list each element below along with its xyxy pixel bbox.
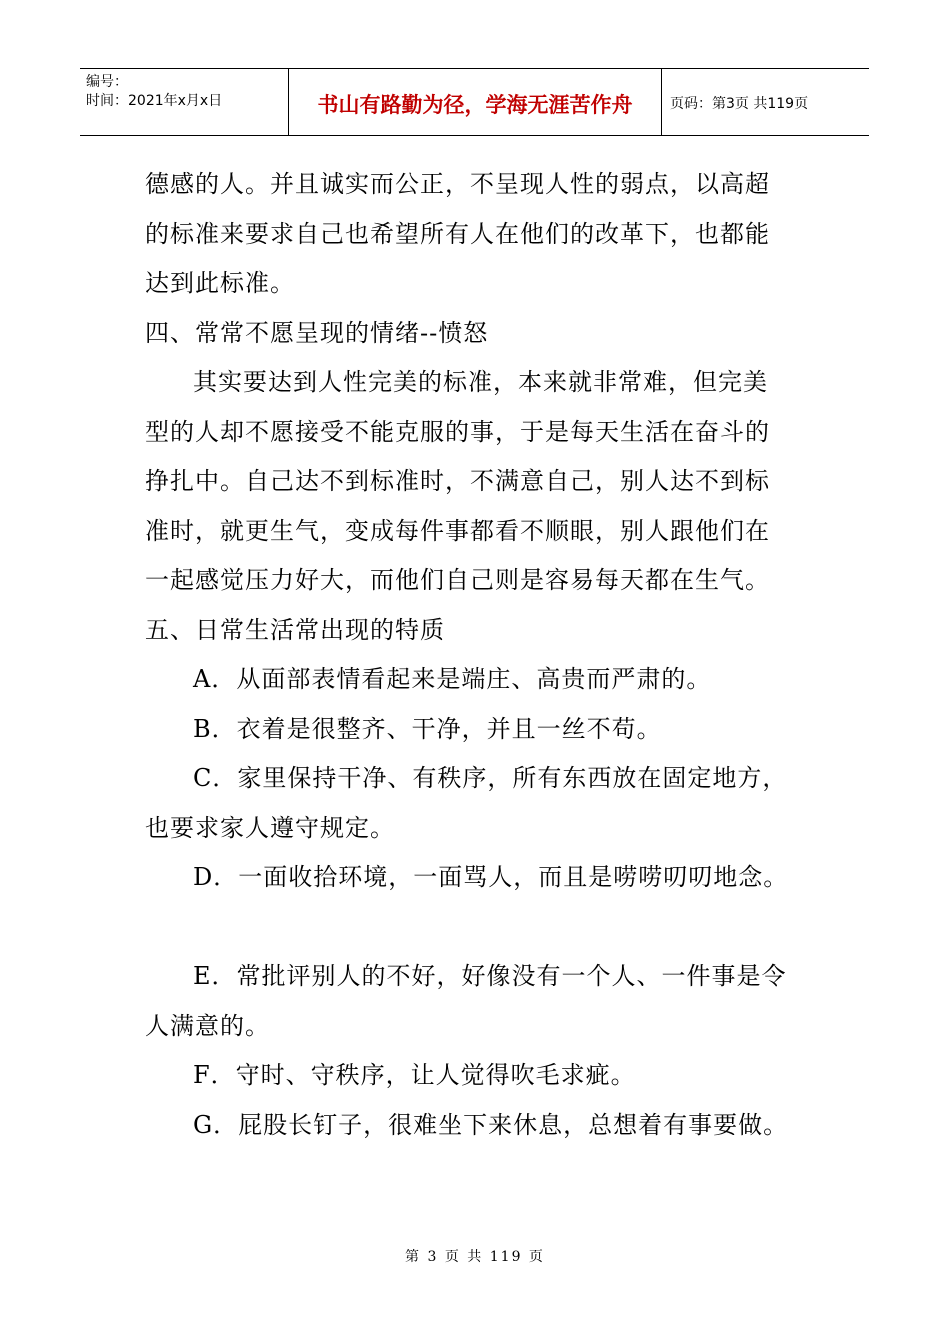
paragraph-line: 德感的人。并且诚实而公正，不呈现人性的弱点，以高超 bbox=[145, 170, 770, 198]
list-item: F．守时、守秩序，让人觉得吹毛求疵。 bbox=[193, 1061, 636, 1089]
paragraph-line: 型的人却不愿接受不能克服的事，于是每天生活在奋斗的 bbox=[145, 417, 770, 446]
paragraph-line: 其实要达到人性完美的标准，本来就非常难，但完美 bbox=[193, 368, 768, 396]
blank-line bbox=[145, 903, 815, 953]
page-header bbox=[80, 68, 869, 136]
paragraph-line: 达到此标准。 bbox=[145, 269, 295, 297]
list-item: D．一面收拾环境，一面骂人，而且是唠唠叨叨地念。 bbox=[193, 863, 789, 891]
list-item: C．家里保持干净、有秩序，所有东西放在固定地方， bbox=[193, 764, 788, 792]
paragraph-line: 的标准来要求自己也希望所有人在他们的改革下，也都能 bbox=[145, 219, 770, 248]
paragraph-line: 一起感觉压力好大，而他们自己则是容易每天都在生气。 bbox=[145, 566, 770, 594]
paragraph-line: 挣扎中。自己达不到标准时，不满意自己，别人达不到标 bbox=[145, 467, 770, 495]
header-page-info: 页码：第3页 共119页 bbox=[670, 96, 809, 112]
header-meta bbox=[80, 69, 289, 135]
page-footer: 第 3 页 共 119 页 bbox=[405, 1249, 545, 1265]
paragraph-line: 准时，就更生气，变成每件事都看不顺眼，别人跟他们在 bbox=[145, 516, 770, 545]
list-item: E．常批评别人的不好，好像没有一个人、一件事是令 bbox=[193, 962, 787, 990]
list-item: A．从面部表情看起来是端庄、高贵而严肃的。 bbox=[193, 665, 712, 693]
list-item-continuation: 也要求家人遵守规定。 bbox=[145, 813, 395, 842]
list-item-continuation: 人满意的。 bbox=[145, 1011, 270, 1040]
list-item: G．屁股长钉子，很难坐下来休息，总想着有事要做。 bbox=[193, 1110, 789, 1139]
document-number-label: 编号： bbox=[86, 74, 128, 90]
section-heading: 五、日常生活常出现的特质 bbox=[145, 615, 445, 644]
document-date-label: 时间：2021年x月x日 bbox=[86, 93, 223, 109]
section-heading: 四、常常不愿呈现的情绪--愤怒 bbox=[145, 318, 489, 347]
list-item: B．衣着是很整齐、干净，并且一丝不苟。 bbox=[193, 714, 662, 743]
header-motto: 书山有路勤为径，学海无涯苦作舟 bbox=[289, 69, 662, 135]
document-body bbox=[145, 160, 815, 1150]
